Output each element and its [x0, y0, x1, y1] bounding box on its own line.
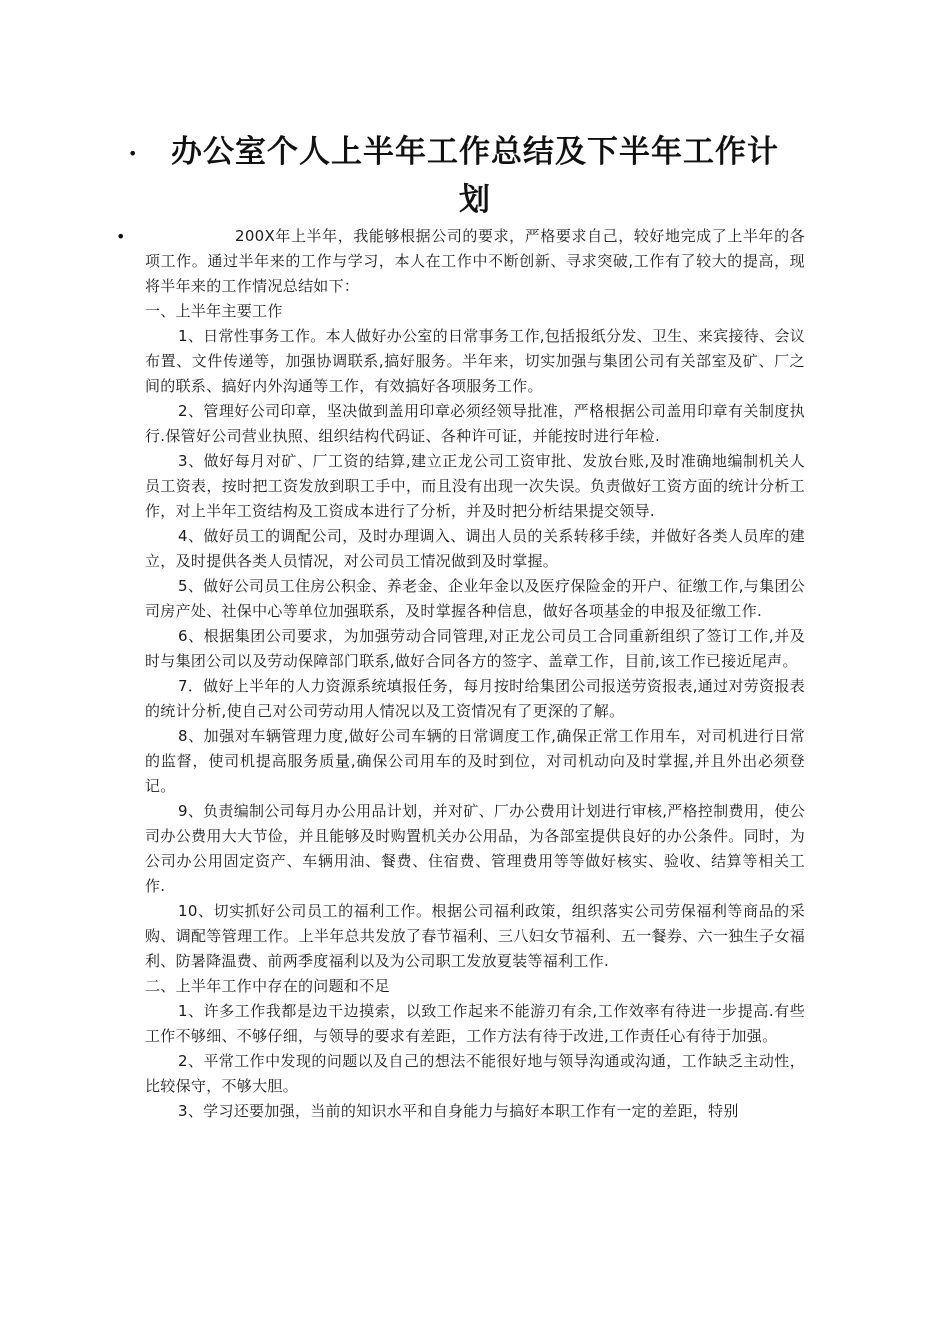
- paragraph: 5、做好公司员工住房公积金、养老金、企业年金以及医疗保险金的开户、征缴工作,与集团公司房产处、社保中心等单位加强联系，及时掌握各种信息，做好各项基金的申报及征缴工作.: [145, 577, 805, 620]
- paragraph: 1、日常性事务工作。本人做好办公室的日常事务工作,包括报纸分发、卫生、来宾接待、会议布置、文件传递等，加强协调联系,搞好服务。半年来，切实加强与集团公司有关部室及矿、厂之间的联系、搞好内外沟通等工作，有效搞好各项服务工作。: [145, 327, 805, 395]
- paragraph: 200X年上半年，我能够根据公司的要求，严格要求自己，较好地完成了上半年的各项工作。通过半年来的工作与学习，本人在工作中不断创新、寻求突破,工作有了较大的提高，现将半年来的工作情况总结如下：: [145, 227, 805, 295]
- paragraph: 8、加强对车辆管理力度,做好公司车辆的日常调度工作,确保正常工作用车，对司机进行日常的监督，使司机提高服务质量,确保公司用车的及时到位，对司机动向及时掌握,并且外出必须登记。: [145, 727, 805, 795]
- paragraph: 10、切实抓好公司员工的福利工作。根据公司福利政策，组织落实公司劳保福利等商品的采购、调配等管理工作。上半年总共发放了春节福利、三八妇女节福利、五一餐券、六一独生子女福利、防暑降温费、前两季度福利以及为公司职工发放夏装等福利工作.: [145, 902, 805, 970]
- title-line-1: 办公室个人上半年工作总结及下半年工作计: [171, 134, 779, 170]
- title-bullet: •: [128, 144, 138, 163]
- paragraph: 6、根据集团公司要求，为加强劳动合同管理,对正龙公司员工合同重新组织了签订工作,并及时与集团公司以及劳动保障部门联系,做好合同各方的签字、盖章工作，目前,该工作已接近尾声。: [145, 627, 805, 670]
- paragraph: 2、平常工作中发现的问题以及自己的想法不能很好地与领导沟通或沟通，工作缺乏主动性，比较保守，不够大胆。: [145, 1052, 805, 1095]
- paragraph: 4、做好员工的调配公司，及时办理调入、调出人员的关系转移手续，并做好各类人员库的建立，及时提供各类人员情况，对公司员工情况做到及时掌握。: [145, 527, 805, 570]
- paragraph: 7．做好上半年的人力资源系统填报任务，每月按时给集团公司报送劳资报表,通过对劳资报表的统计分析,使自己对公司劳动用人情况以及工资情况有了更深的了解。: [145, 677, 805, 720]
- document-title: [150, 128, 800, 224]
- paragraph: 3、学习还要加强，当前的知识水平和自身能力与搞好本职工作有一定的差距，特别: [178, 1102, 739, 1120]
- document-body: [145, 224, 805, 1124]
- section-heading: 一、上半年主要工作: [145, 302, 283, 320]
- paragraph: 9、负责编制公司每月办公用品计划，并对矿、厂办公费用计划进行审核,严格控制费用，使公司办公费用大大节俭，并且能够及时购置机关办公用品，为各部室提供良好的办公条件。同时，为公司办公用固定资产、车辆用油、餐费、住宿费、管理费用等等做好核实、验收、结算等相关工作.: [145, 802, 805, 895]
- paragraph: 3、做好每月对矿、厂工资的结算,建立正龙公司工资审批、发放台账,及时准确地编制机关人员工资表，按时把工资发放到职工手中，而且没有出现一次失误。负责做好工资方面的统计分析工作，对上半年工资结构及工资成本进行了分析，并及时把分析结果提交领导.: [145, 452, 805, 520]
- body-bullet: •: [116, 227, 126, 246]
- title-line-2: 划: [459, 182, 491, 218]
- paragraph: 2、管理好公司印章，坚决做到盖用印章必须经领导批准，严格根据公司盖用印章有关制度执行.保管好公司营业执照、组织结构代码证、各种许可证，并能按时进行年检.: [145, 402, 805, 445]
- paragraph: 1、许多工作我都是边干边摸索，以致工作起来不能游刃有余,工作效率有待进一步提高.有些工作不够细、不够仔细，与领导的要求有差距，工作方法有待于改进,工作责任心有待于加强。: [145, 1002, 805, 1045]
- section-heading: 二、上半年工作中存在的问题和不足: [145, 977, 390, 995]
